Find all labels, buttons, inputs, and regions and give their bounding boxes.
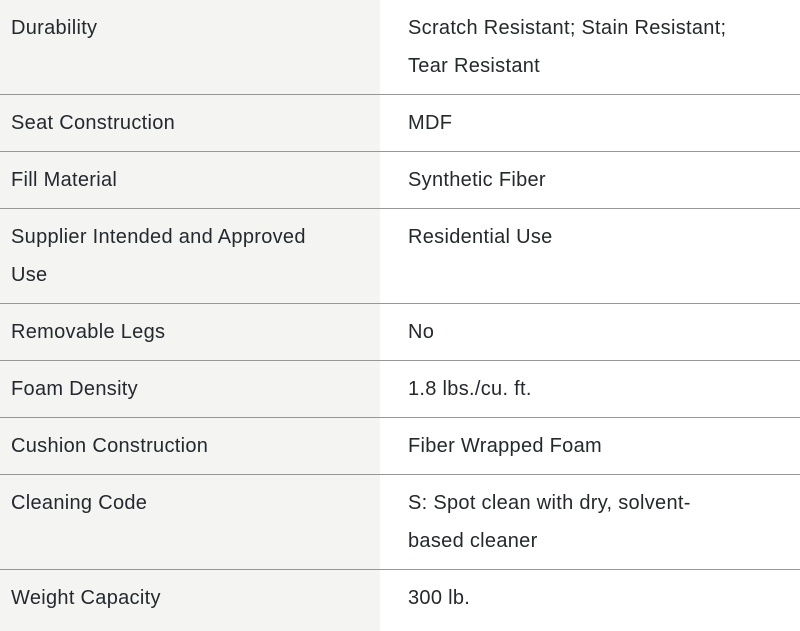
spec-label: Durability bbox=[11, 17, 98, 39]
spec-value: 1.8 lbs./cu. ft. bbox=[408, 378, 532, 400]
spec-value-cell bbox=[380, 418, 800, 474]
spec-label-cell bbox=[0, 570, 380, 631]
spec-label-cell bbox=[0, 152, 380, 208]
spec-row bbox=[0, 95, 800, 152]
spec-value: MDF bbox=[408, 112, 453, 134]
spec-value: Synthetic Fiber bbox=[408, 169, 546, 191]
spec-label-cell bbox=[0, 95, 380, 151]
spec-row bbox=[0, 152, 800, 209]
spec-label-cell bbox=[0, 0, 380, 94]
spec-value: Fiber Wrapped Foam bbox=[408, 435, 602, 457]
spec-row bbox=[0, 361, 800, 418]
spec-row bbox=[0, 418, 800, 475]
spec-value-cell bbox=[380, 0, 800, 94]
spec-value: Residential Use bbox=[408, 226, 553, 248]
spec-label: Cushion Construction bbox=[11, 435, 209, 457]
spec-value: No bbox=[408, 321, 435, 343]
spec-label: Weight Capacity bbox=[11, 587, 161, 609]
spec-label: Supplier Intended and Approved Use bbox=[11, 226, 306, 286]
spec-row bbox=[0, 304, 800, 361]
spec-label: Foam Density bbox=[11, 378, 138, 400]
spec-label: Seat Construction bbox=[11, 112, 176, 134]
spec-row bbox=[0, 0, 800, 95]
spec-value-cell bbox=[380, 475, 800, 569]
spec-row bbox=[0, 570, 800, 631]
spec-value-cell bbox=[380, 304, 800, 360]
spec-value-cell bbox=[380, 152, 800, 208]
spec-value-cell bbox=[380, 209, 800, 303]
spec-row bbox=[0, 209, 800, 304]
spec-label-cell bbox=[0, 418, 380, 474]
spec-value-cell bbox=[380, 570, 800, 631]
spec-label-cell bbox=[0, 361, 380, 417]
spec-row bbox=[0, 475, 800, 570]
spec-label-cell bbox=[0, 304, 380, 360]
spec-value: S: Spot clean with dry, solvent-based cleaner bbox=[408, 492, 691, 552]
spec-label: Cleaning Code bbox=[11, 492, 148, 514]
spec-value: 300 lb. bbox=[408, 587, 471, 609]
spec-label-cell bbox=[0, 209, 380, 303]
spec-label-cell bbox=[0, 475, 380, 569]
spec-value: Scratch Resistant; Stain Resistant; Tear Resistant bbox=[408, 17, 727, 77]
spec-value-cell bbox=[380, 95, 800, 151]
spec-value-cell bbox=[380, 361, 800, 417]
spec-label: Removable Legs bbox=[11, 321, 166, 343]
spec-label: Fill Material bbox=[11, 169, 118, 191]
